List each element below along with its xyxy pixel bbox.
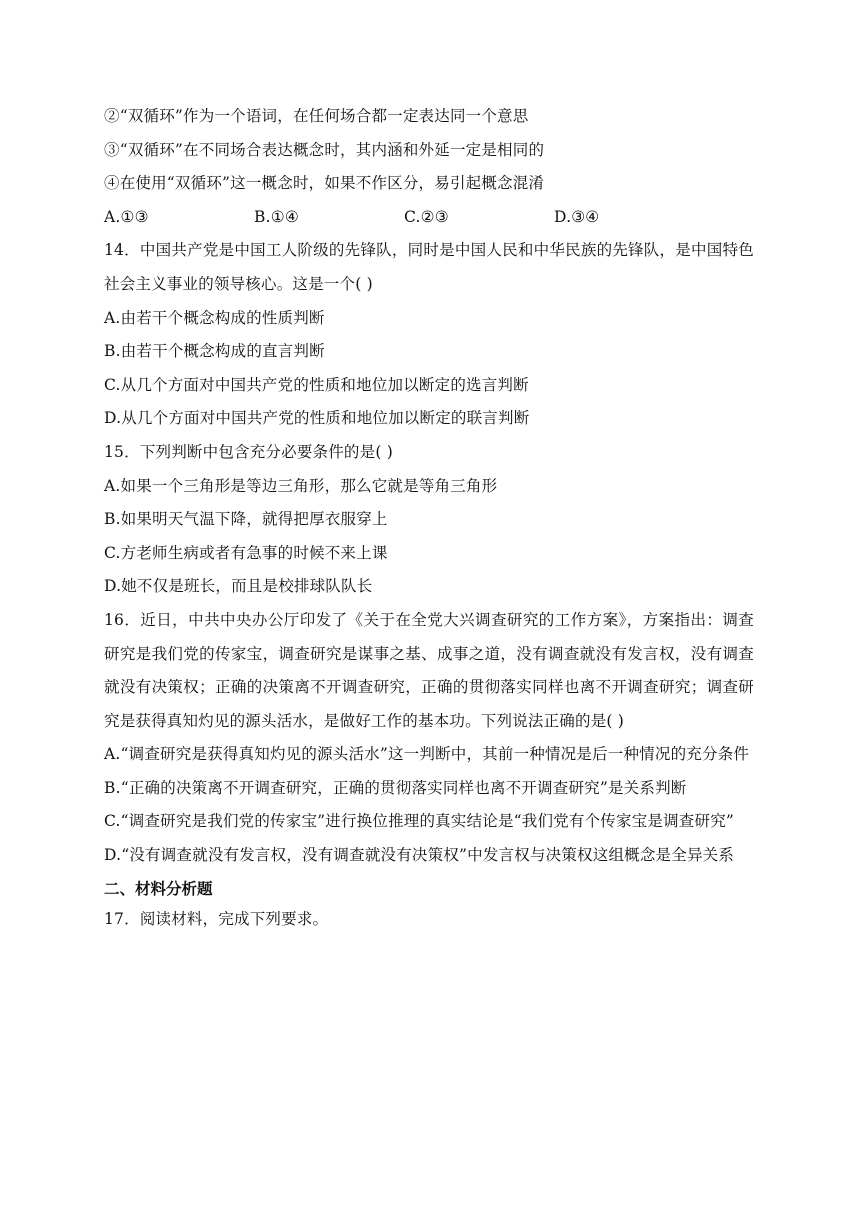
q16-option-a: A.“调查研究是获得真知灼见的源头活水”这一判断中，其前一种情况是后一种情况的充分条件 (104, 745, 750, 764)
q16-option-b: B.“正确的决策离不开调查研究，正确的贯彻落实同样也离不开调查研究”是关系判断 (104, 778, 687, 797)
q14-option-c: C.从几个方面对中国共产党的性质和地位加以断定的选言判断 (104, 375, 529, 394)
q17-stem: 17．阅读材料，完成下列要求。 (104, 909, 329, 928)
q13-options (104, 201, 754, 235)
q15-option-b: B.如果明天气温下降，就得把厚衣服穿上 (104, 510, 388, 529)
q13-option-a: A.①③ (104, 207, 149, 226)
q13-option-b: B.①④ (254, 207, 299, 226)
q15-stem: 15．下列判断中包含充分必要条件的是( ) (104, 442, 393, 461)
q13-option-d: D.③④ (554, 207, 600, 226)
q16-option-c: C.“调查研究是我们党的传家宝”进行换位推理的真实结论是“我们党有个传家宝是调查研究” (104, 812, 735, 831)
q13-item-2: ②“双循环”作为一个语词，在任何场合都一定表达同一个意思 (104, 107, 529, 125)
q13-option-c: C.②③ (404, 207, 449, 226)
q15-option-a: A.如果一个三角形是等边三角形，那么它就是等角三角形 (104, 476, 498, 495)
q16-option-d: D.“没有调查就没有发言权，没有调查就没有决策权”中发言权与决策权这组概念是全异关系 (104, 846, 735, 865)
q14-option-a: A.由若干个概念构成的性质判断 (104, 308, 325, 327)
q13-item-3: ③“双循环”在不同场合表达概念时，其内涵和外延一定是相同的 (104, 140, 545, 159)
q16-stem: 16．近日，中共中央办公厅印发了《关于在全党大兴调查研究的工作方案》，方案指出：调查研究是我们党的传家宝，调查研究是谋事之基、成事之道，没有调查就没有发言权，没有调查就没有决策权；正确的决策离不开调查研究，正确的贯彻落实同样也离不开调查研究；调查研究是获得真知灼见的源头活水，是做好工作的基本功。下列说法正确的是( ) (104, 610, 754, 730)
q14-stem: 14．中国共产党是中国工人阶级的先锋队，同时是中国人民和中华民族的先锋队，是中国特色社会主义事业的领导核心。这是一个( ) (104, 241, 754, 293)
q14-option-b: B.由若干个概念构成的直言判断 (104, 342, 325, 361)
document-page (104, 100, 754, 936)
q15-option-d: D.她不仅是班长，而且是校排球队队长 (104, 577, 373, 596)
q15-option-c: C.方老师生病或者有急事的时候不来上课 (104, 543, 388, 562)
q13-item-4: ④在使用“双循环”这一概念时，如果不作区分，易引起概念混淆 (104, 174, 545, 193)
q14-option-d: D.从几个方面对中国共产党的性质和地位加以断定的联言判断 (104, 409, 530, 428)
section-title-material-analysis: 二、材料分析题 (104, 879, 213, 898)
